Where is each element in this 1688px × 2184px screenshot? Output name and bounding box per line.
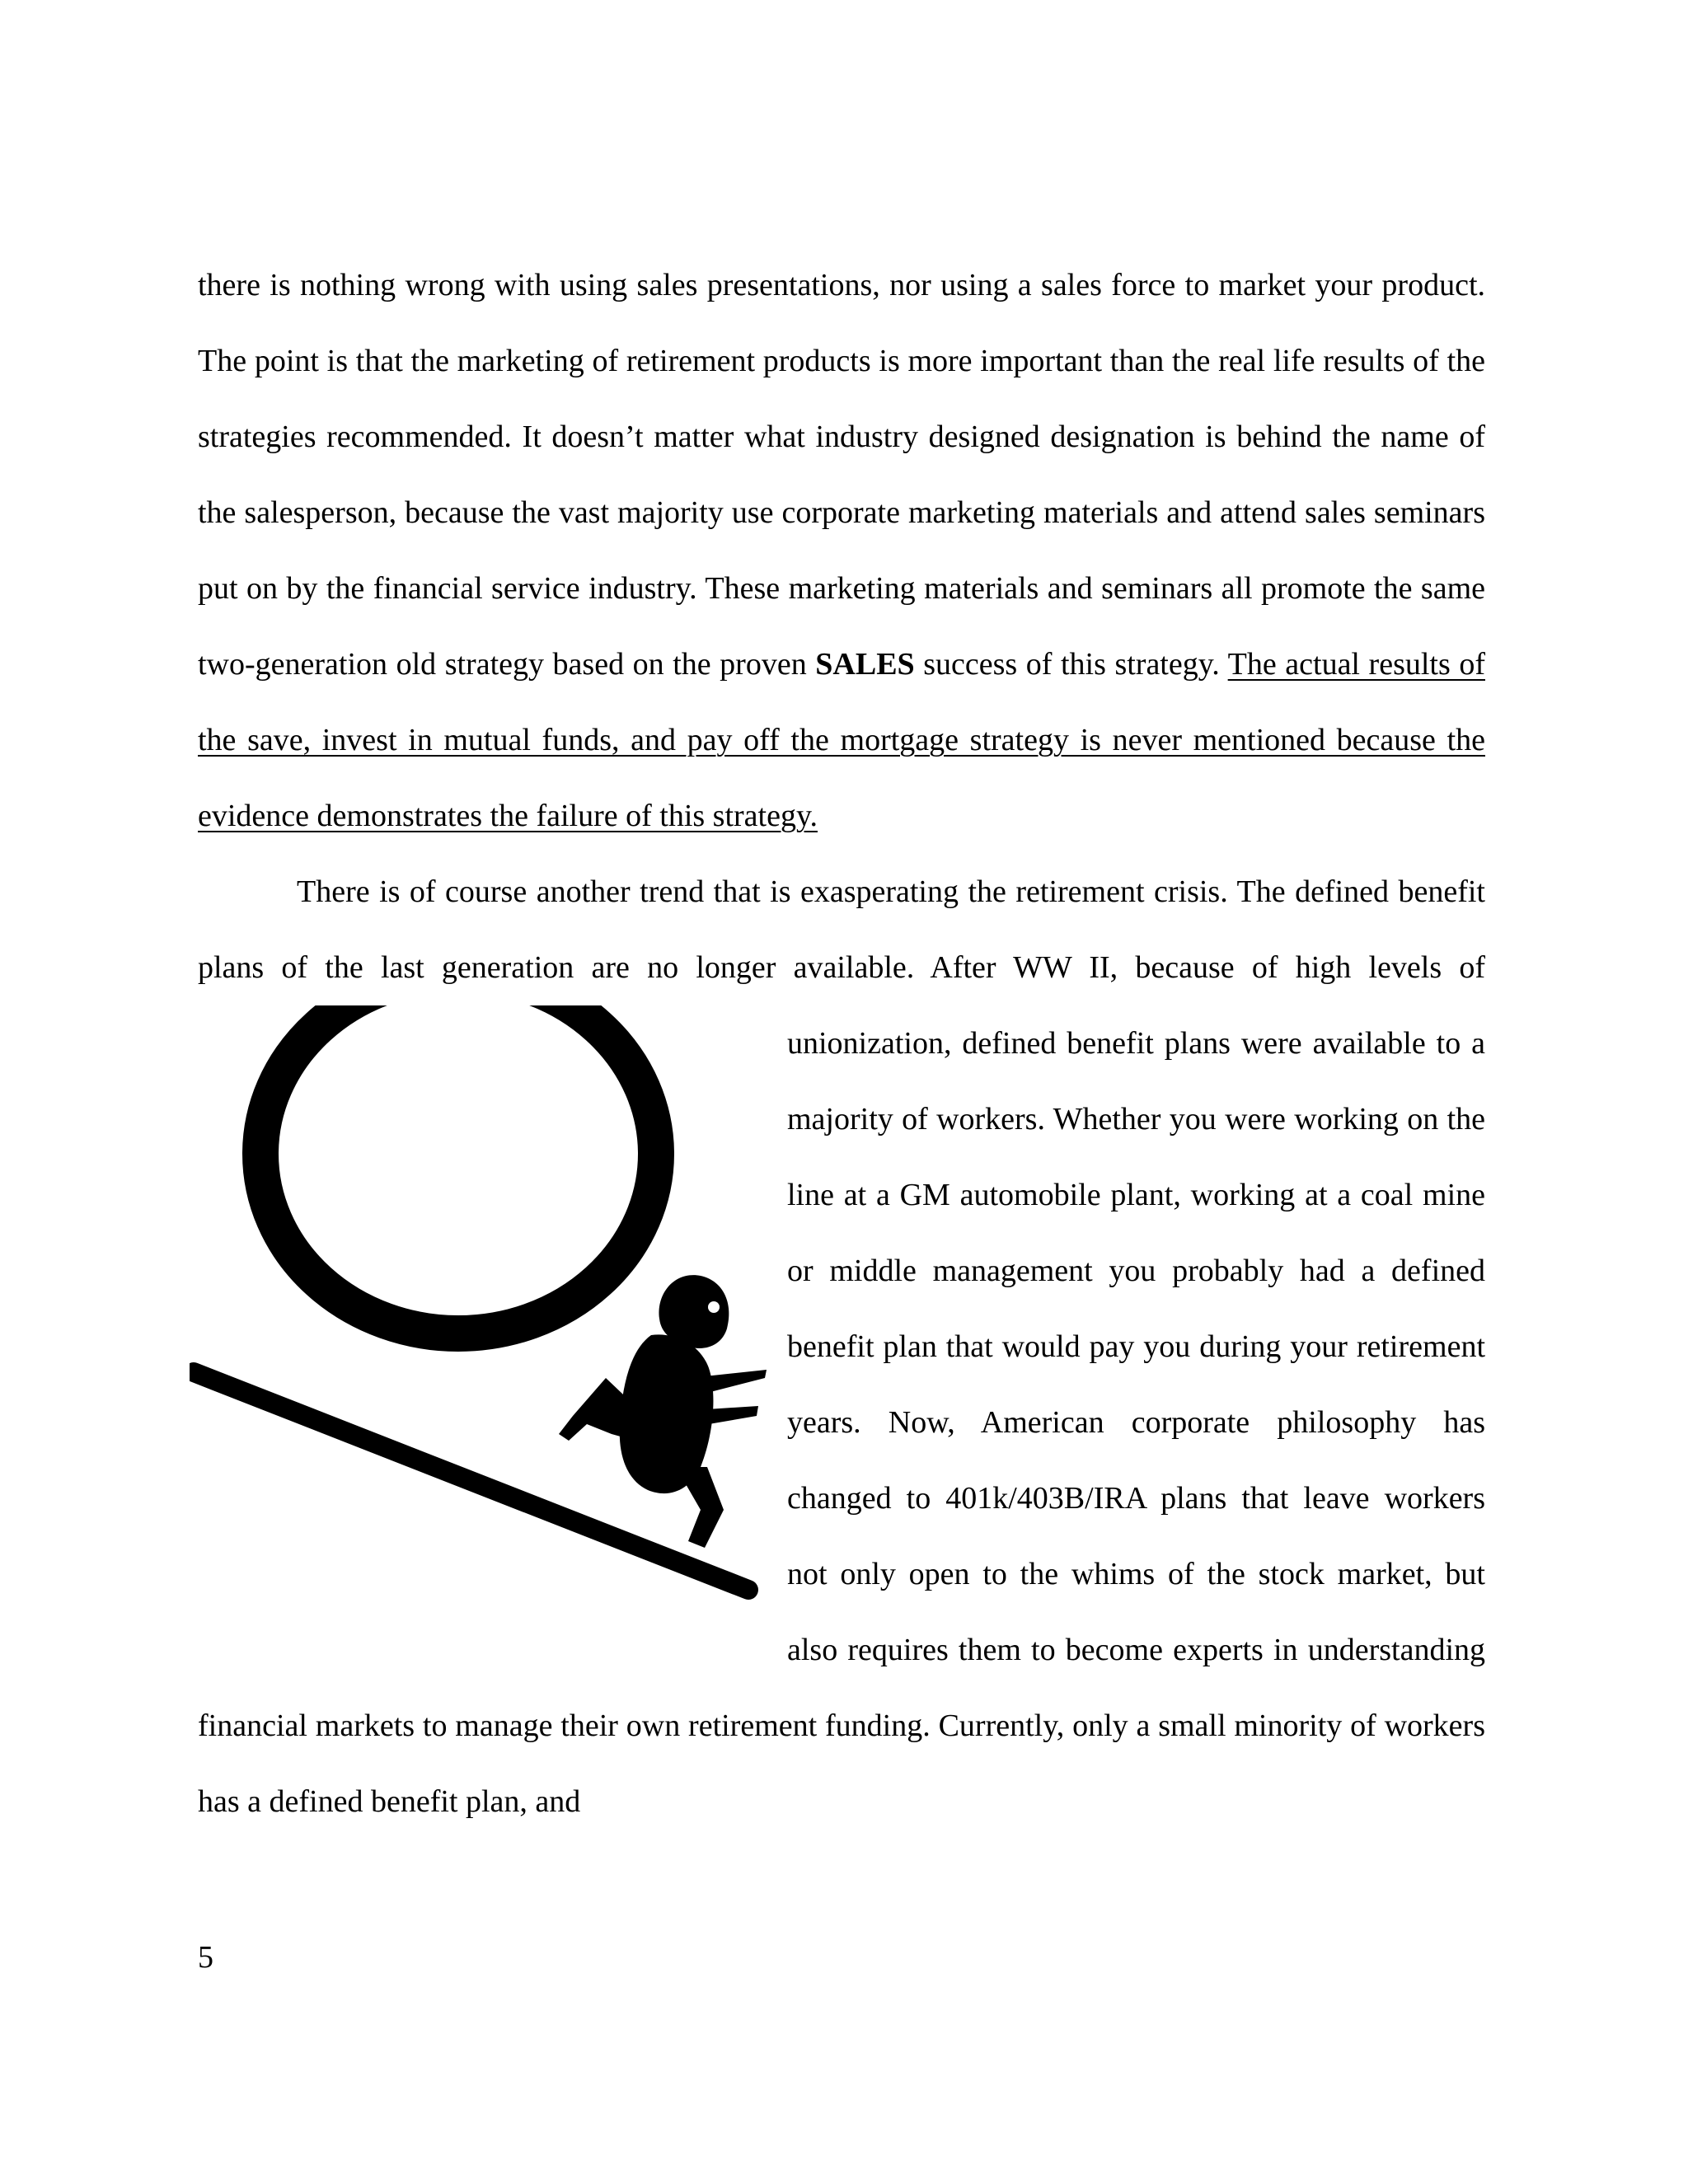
sales-emphasis: SALES: [815, 647, 915, 682]
paragraph-1-intro: there is nothing wrong with using sales presentations, nor using a sales force to market your product. The point is that the marketing of retirement products is more important than the real life results of the strategies recommended. It doesn’t matter what industry designed designation is behind the name of the salesperson, because the vast majority use corporate marketing materials and attend sales seminars put on by the financial service industry. These marketing materials and seminars all promote the same two-generation old strategy based on the proven: [198, 268, 1485, 682]
rolling-ring: [260, 1005, 656, 1333]
underlined-statement: The actual results of the save, invest in mutual funds, and pay off the mortgage strategy is never mentioned because the evidence demonstrates the failure of this strategy.: [198, 647, 1485, 833]
paragraph-2-wrapped: of unionization, defined benefit plans were available to a majority of workers. Whether you were working on the line at a GM automobile plant, working at a coal mine or middle management you probably had a defined benefit plan that would pay you during your retirement years. Now, American corporate philosophy has changed to 401k/403B/IRA plans that leave workers not only open to the whims of the stock market, but also requires them to become experts in understanding financial markets to manage their own retirement funding. Currently, only a small minority of workers has a defined benefit plan, and: [198, 950, 1485, 1819]
paragraph-1: [198, 247, 1485, 854]
person-fleeing-rolling-ring-icon: [190, 1005, 787, 1688]
paragraph-1-middle: success of this strategy.: [914, 647, 1228, 682]
figure-eye: [708, 1301, 720, 1313]
page-number: 5: [198, 1940, 213, 1975]
illustration: [190, 1005, 787, 1688]
body-text: [198, 247, 1485, 1840]
paragraph-2-intro: There is of course another trend that is exasperating the retirement crisis. The defined benefit plans of the last generation are no longer available. After WW II, because of high levels: [198, 874, 1485, 985]
paragraph-2: [198, 854, 1485, 1840]
running-figure: [559, 1275, 767, 1548]
